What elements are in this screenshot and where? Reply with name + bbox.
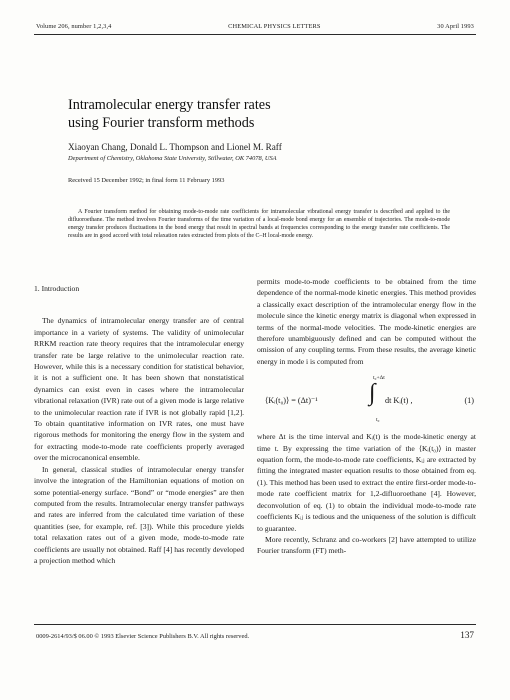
section-heading: 1. Introduction bbox=[34, 284, 80, 293]
footer-rule bbox=[34, 624, 476, 625]
right-column bbox=[257, 276, 476, 557]
paragraph: More recently, Schranz and co-workers [2] have attempted to utilize Fourier transform (FT) meth- bbox=[257, 534, 476, 556]
page-number: 137 bbox=[460, 630, 474, 640]
running-header bbox=[36, 23, 474, 30]
journal-name: CHEMICAL PHYSICS LETTERS bbox=[228, 23, 321, 30]
integral-lower-limit: t₀ bbox=[376, 417, 380, 424]
paragraph: permits mode-to-mode coefficients to be obtained from the time dependence of the normal-mode kinetic energies. This method provides a classically exact description of the intramolecular energy flow in the molecule since the kinetic energy matrix is diagonal when expressed in terms of the normal-mode velocities. The mode-kinetic energies are therefore unambiguously defined and can be computed without the omission of any coupling terms. From these results, the average kinetic energy in mode i is computed from bbox=[257, 277, 476, 366]
affiliation: Department of Chemistry, Oklahoma State University, Stillwater, OK 74078, USA bbox=[68, 155, 277, 162]
article-title bbox=[68, 97, 458, 132]
paragraph: In general, classical studies of intramolecular energy transfer involve the integration of the Hamiltonian equations of motion on some potential-energy surface. “Bond” or “mode energies” are then computed from the results. Intramolecular energy transfer pathways and rates are inferred from the calculated time variation of these quantities (see, for example, ref. [3]). While this procedure yields total relaxation rates out of a given mode, mode-to-mode rate coefficients are usually not obtained. Raff [4] has recently developed a projection method which bbox=[34, 464, 244, 565]
page-footer bbox=[36, 630, 474, 640]
integral-sign-icon: ∫ bbox=[369, 380, 376, 407]
left-column bbox=[34, 283, 244, 566]
received-dates: Received 15 December 1992; in final form 11 February 1993 bbox=[68, 177, 225, 184]
volume-info: Volume 206, number 1,2,3,4 bbox=[36, 23, 112, 30]
paragraph: The dynamics of intramolecular energy transfer are of central importance in a variety of systems. The validity of unimolecular RRKM reaction rate theory requires that the intramolecular energy transfer rate be large relative to the unimolecular reaction rate. However, while this is a necessary condition for statistical behavior, it is not a sufficient one. It has been shown that nonstatistical dynamics can exist even in cases where the intramolecular vibrational relaxation (IVR) rate out of a given mode is large relative to the unimolecular reaction rate if IVR is not globally rapid [1,2]. To obtain quantitative information on IVR rates, one must have rigorous methods for monitoring the energy flow in the system and for extracting mode-to-mode rate coefficients properly averaged over the microcanonical ensemble. bbox=[34, 316, 244, 463]
integral-upper-limit: t₀+Δt bbox=[373, 375, 385, 382]
equation-number: (1) bbox=[464, 396, 474, 406]
author-list: Xiaoyan Chang, Donald L. Thompson and Lionel M. Raff bbox=[68, 142, 282, 152]
equation-1 bbox=[257, 367, 476, 431]
equation-lhs: ⟨Kᵢ(t₀)⟩ = (Δt)⁻¹ bbox=[265, 396, 318, 406]
abstract: A Fourier transform method for obtaining mode-to-mode rate coefficients for intramolecular vibrational energy transfer is described and applied to the difluoroethane. The method involves Fourier transforms of the time variation of a local-mode bond energy for an ensemble of trajectories. The mode-to-mode energy transfer produces fluctuations in the bond energy that result in spectral bands at frequencies corresponding to the energy transfer rate coefficients. The results are in good accord with total relaxation rates extracted from plots of the C–H local-mode energy. bbox=[68, 209, 450, 239]
title-line-2: using Fourier transform methods bbox=[68, 114, 255, 131]
title-line-1: Intramolecular energy transfer rates bbox=[68, 97, 271, 113]
copyright-line: 0009-2614/93/$ 06.00 © 1993 Elsevier Science Publishers B.V. All rights reserved. bbox=[36, 633, 250, 640]
paragraph: where Δt is the time interval and Kᵢ(t) is the mode-kinetic energy at time t. By expressing the time variation of the ⟨Kᵢ(t₀)⟩ in master equation form, the mode-to-mode rate coefficients, Kᵢⱼ are extracted by fitting the integrated master equation results to those obtained from eq. (1). This method has been used to extract the entire first-order mode-to-mode rate coefficient matrix for 1,2-difluoroethane [4]. However, deconvolution of eq. (1) to obtain the individual mode-to-mode rate coefficients Kᵢⱼ is tedious and the uniqueness of the solution is difficult to guarantee. bbox=[257, 432, 476, 533]
equation-rhs: dt Kᵢ(t) , bbox=[385, 396, 413, 406]
header-rule bbox=[34, 34, 476, 35]
issue-date: 30 April 1993 bbox=[437, 23, 474, 30]
